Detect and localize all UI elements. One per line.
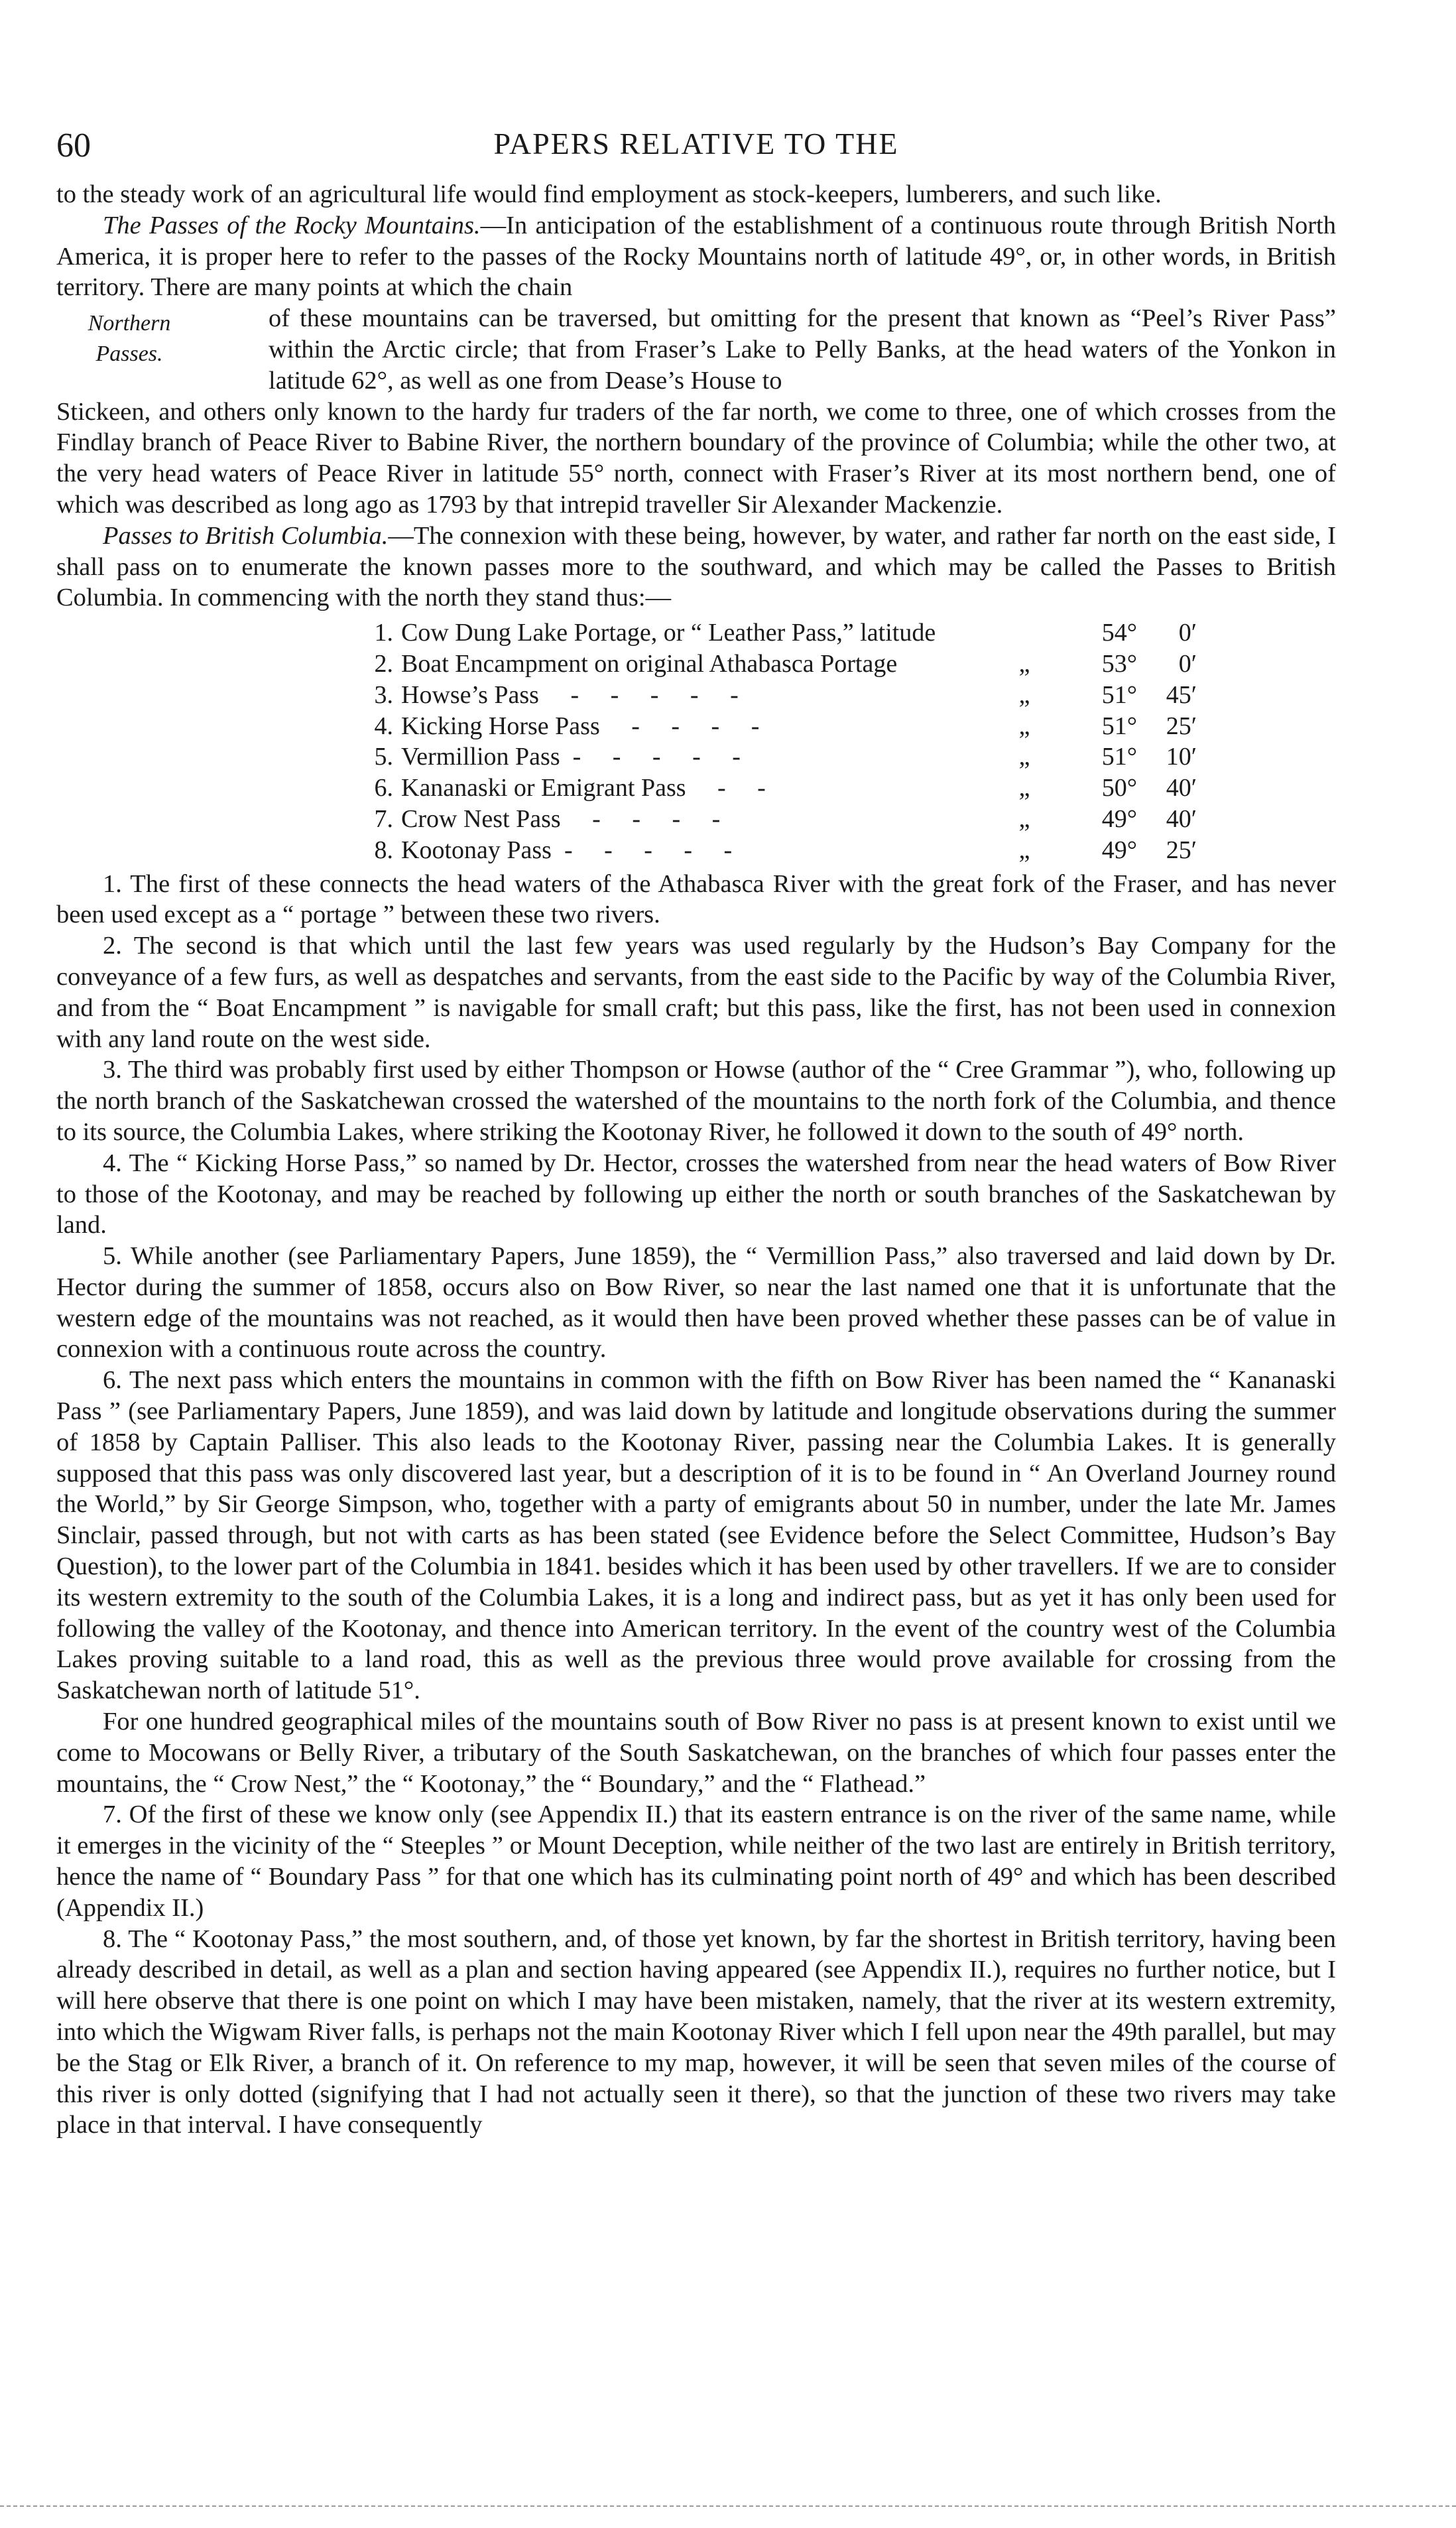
- pass-row: [56, 741, 1336, 773]
- paragraph-bc-passes: [56, 521, 1336, 613]
- pass-name: Vermillion Pass - - - - -: [401, 743, 741, 771]
- paragraph-pass-1: 1. The first of these connects the head waters of the Athabasca River with the great fork of the Fraser, and has never been used except as a “ portage ” between these two rivers.: [56, 869, 1336, 929]
- pass-number: 7.: [374, 804, 393, 833]
- pass-name: Crow Nest Pass - - - -: [401, 804, 721, 833]
- pass-minutes: 45′: [1166, 680, 1197, 709]
- section-title-bc-passes: Passes to British Columbia.: [103, 521, 389, 550]
- pass-number: 8.: [374, 836, 393, 864]
- page-header: [56, 126, 1336, 179]
- paragraph-pass-3: 3. The third was probably first used by either Thompson or Howse (author of the “ Cree Grammar ”), who, following up the north branch of the Saskatchewan crossed the watershed of the mountains to the north fork of the Columbia, and thence to its source, the Columbia Lakes, where striking the Kootonay River, he followed it down to the south of 49° north.: [56, 1056, 1336, 1146]
- pass-minutes: 0′: [1178, 619, 1197, 647]
- passes-table: [56, 617, 1336, 865]
- paragraph-pass-8: 8. The “ Kootonay Pass,” the most southern, and, of those yet known, by far the shortest in British territory, having been already described in detail, as well as a plan and section having appeared (see Appendix II.), requires no further notice, but I will here observe that there is one point on which I may have been mistaken, namely, that the river at its western extremity, into which the Wigwam River falls, is perhaps not the main Kootonay River which I fell upon near the 49th parallel, but may be the Stag or Elk River, a branch of it. On reference to my map, however, it will be seen that seven miles of the course of this river is only dotted (signifying that I had not actually seen it there), so that the junction of these two rivers may take place in that interval. I have consequently: [56, 1925, 1336, 2139]
- pass-name: Boat Encampment on original Athabasca Portage: [401, 649, 898, 678]
- pass-number: 1.: [374, 619, 393, 647]
- pass-minutes: 10′: [1166, 743, 1197, 771]
- pass-name: Kootonay Pass - - - - -: [401, 836, 733, 864]
- ditto-mark: „: [1018, 680, 1030, 709]
- pass-degrees: 50°: [1101, 774, 1137, 802]
- paragraph-pass-4: 4. The “ Kicking Horse Pass,” so named by Dr. Hector, crosses the watershed from near the head waters of Bow River to those of the Kootonay, and may be reached by following up either the north or south branches of the Saskatchewan by land.: [56, 1149, 1336, 1239]
- pass-row: [56, 649, 1336, 680]
- paragraph-pass-6: 6. The next pass which enters the mountains in common with the fifth on Bow River has been named the “ Kananaski Pass ” (see Parliamentary Papers, June 1859), and was laid down by latitude and longitude observations during the summer of 1858 by Captain Palliser. This also leads to the Kootonay River, passing near the Columbia Lakes. It is generally supposed that this pass was only discovered last year, but a description of it is to be found in “ An Overland Journey round the World,” by Sir George Simpson, who, together with a party of emigrants about 50 in number, under the late Mr. James Sinclair, passed through, but not with carts as has been stated (see Evidence before the Select Committee, Hudson’s Bay Question), to the lower part of the Columbia in 1841. besides which it has been used by other travellers. If we are to consider its western extremity to the south of the Columbia Lakes, it is a long and indirect pass, but as yet it has only been used for following the valley of the Kootonay, and thence into American territory. In the event of the country west of the Columbia Lakes proving suitable to a land road, this as well as the previous three would prove available for crossing from the Saskatchewan north of latitude 51°.: [56, 1366, 1336, 1705]
- pass-degrees: 53°: [1101, 649, 1137, 678]
- ditto-mark: „: [1018, 712, 1030, 740]
- pass-minutes: 40′: [1166, 804, 1197, 833]
- pass-number: 3.: [374, 680, 393, 709]
- paragraph-pass-7: 7. Of the first of these we know only (see Appendix II.) that its eastern entrance is on the river of the same name, while it emerges in the vicinity of the “ Steeples ” or Mount Deception, while neither of the two last are entirely in British territory, hence the name of “ Boundary Pass ” for that one which has its culminating point north of 49° and which has been described (Appendix II.): [56, 1801, 1336, 1922]
- pass-minutes: 25′: [1166, 836, 1197, 864]
- pass-name: Kicking Horse Pass - - - -: [401, 712, 760, 740]
- ditto-mark: „: [1018, 804, 1030, 833]
- pass-number: 6.: [374, 774, 393, 802]
- pass-row: [56, 617, 1336, 649]
- paragraph-rocky-passes-rest: Stickeen, and others only known to the hardy fur traders of the far north, we come to three, one of which crosses from the Findlay branch of Peace River to Babine River, the northern boundary of the province of Columbia; while the other two, at the very head waters of Peace River in latitude 55° north, connect with Fraser’s River at its most northern bend, one of which was described as long ago as 1793 by that intrepid traveller Sir Alexander Mackenzie.: [56, 397, 1336, 519]
- running-title: PAPERS RELATIVE TO THE: [493, 127, 899, 160]
- pass-minutes: 0′: [1178, 649, 1197, 678]
- pass-degrees: 49°: [1101, 804, 1137, 833]
- paragraph-pass-2: 2. The second is that which until the last few years was used regularly by the Hudson’s Bay Company for the conveyance of a few furs, as well as despatches and servants, from the east side to the Pacific by way of the Columbia River, and from the “ Boat Encampment ” is navigable for small craft; but this pass, like the first, has not been used in connexion with any land route on the west side.: [56, 932, 1336, 1053]
- margin-note-northern-passes: Northern Passes.: [88, 311, 171, 367]
- paragraph-rocky-passes: [56, 210, 1336, 303]
- ditto-mark: „: [1018, 836, 1030, 864]
- pass-degrees: 49°: [1101, 836, 1137, 864]
- pass-degrees: 51°: [1101, 680, 1137, 709]
- ditto-mark: [985, 617, 1064, 649]
- pass-number: 4.: [374, 712, 393, 740]
- page-number: 60: [56, 127, 91, 164]
- pass-row: [56, 680, 1336, 711]
- paragraph-rocky-passes-side: of these mountains can be traversed, but omitting for the present that known as “Peel’s River Pass” within the Arctic circle; that from Fraser’s Lake to Pelly Banks, at the head waters of the Yonkon in latitude 62°, as well as one from Dease’s House to: [269, 304, 1336, 395]
- pass-number: 2.: [374, 649, 393, 678]
- paragraph-rocky-passes-text: —In anticipation of the establishment of a continuous route through British North America, it is proper here to refer to the passes of the Rocky Mountains north of latitude 49°, or, in other words, in British territory. There are many points at which the chain: [56, 211, 1336, 302]
- ditto-mark: „: [1018, 774, 1030, 802]
- paragraph-continued: to the steady work of an agricultural life would find employment as stock-keepers, lumberers, and such like.: [56, 180, 1162, 208]
- pass-name: Howse’s Pass - - - - -: [401, 680, 739, 709]
- ditto-mark: „: [1018, 649, 1030, 678]
- pass-row: [56, 804, 1336, 835]
- pass-row: [56, 711, 1336, 742]
- pass-degrees: 51°: [1101, 712, 1137, 740]
- pass-minutes: 25′: [1166, 712, 1197, 740]
- bottom-scan-rule: [0, 2505, 1456, 2507]
- ditto-mark: „: [1018, 743, 1030, 771]
- section-title-rocky-passes: The Passes of the Rocky Mountains.: [103, 211, 481, 239]
- side-note-block: [56, 303, 1336, 396]
- pass-degrees: 54°: [1101, 619, 1137, 647]
- pass-row: [56, 773, 1336, 804]
- paragraph-bc-passes-text: —The connexion with these being, however, by water, and rather far north on the east side, I shall pass on to enumerate the known passes more to the southward, and which may be called the Passes to British Columbia. In commencing with the north they stand thus:—: [56, 521, 1336, 612]
- pass-number: 5.: [374, 743, 393, 771]
- pass-name: Cow Dung Lake Portage, or “ Leather Pass,” latitude: [401, 619, 936, 647]
- pass-minutes: 40′: [1166, 774, 1197, 802]
- document-page: [56, 126, 1336, 2141]
- paragraph-hundred-miles: For one hundred geographical miles of the mountains south of Bow River no pass is at present known to exist until we come to Mocowans or Belly River, a tributary of the South Saskatchewan, on the branches of which four passes enter the mountains, the “ Crow Nest,” the “ Kootonay,” the “ Boundary,” and the “ Flathead.”: [56, 1708, 1336, 1798]
- pass-row: [56, 835, 1336, 866]
- pass-name: Kananaski or Emigrant Pass - -: [401, 774, 766, 802]
- paragraph-pass-5: 5. While another (see Parliamentary Papers, June 1859), the “ Vermillion Pass,” also traversed and laid down by Dr. Hector during the summer of 1858, occurs also on Bow River, so near the last named one that it is unfortunate that the western edge of the mountains was not reached, as it would then have been proved whether these passes can be of value in connexion with a continuous route across the country.: [56, 1242, 1336, 1363]
- pass-degrees: 51°: [1101, 743, 1137, 771]
